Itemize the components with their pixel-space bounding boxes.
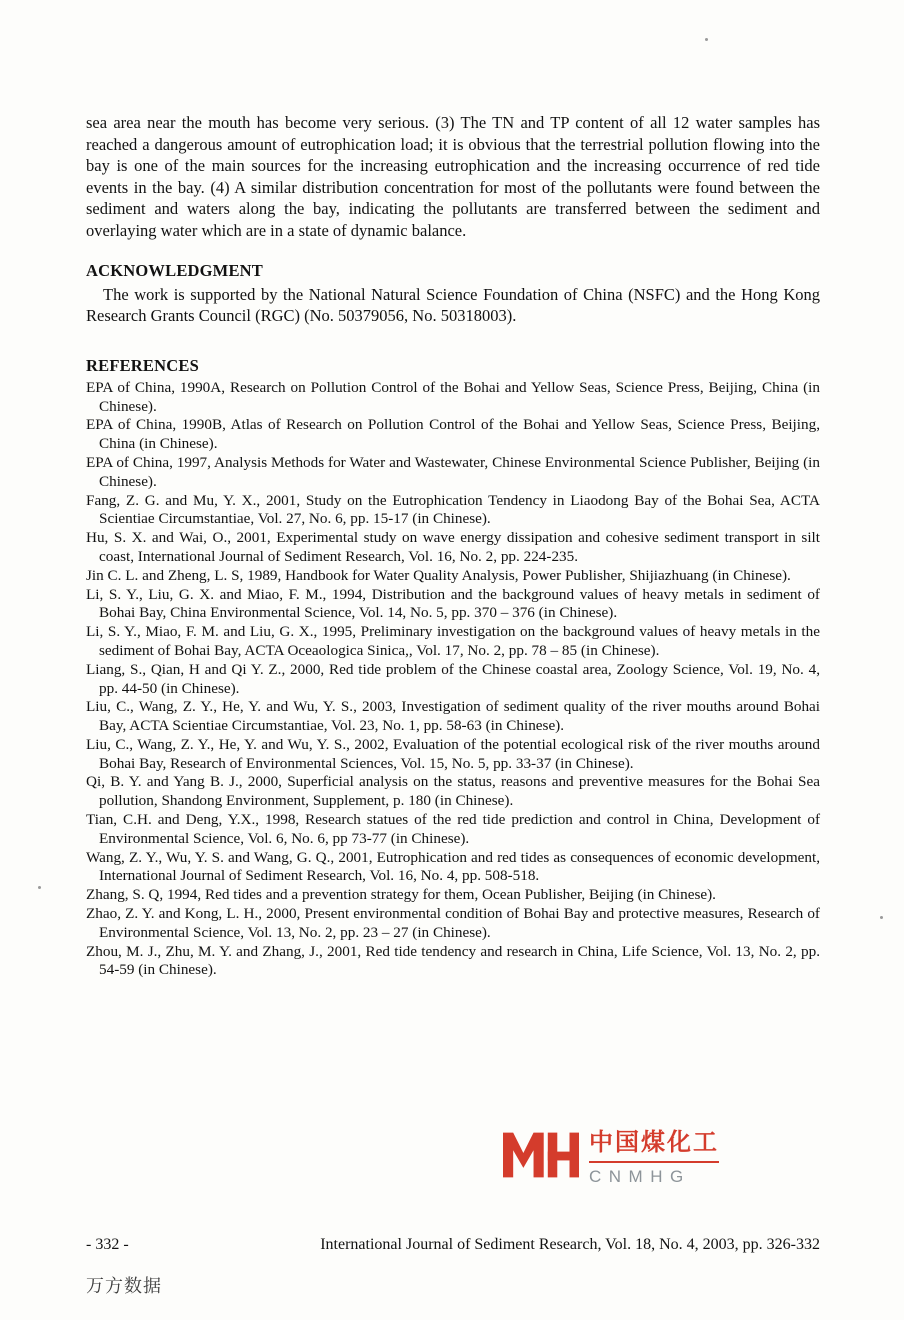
cnmhg-logo-latin-text: CNMHG: [589, 1167, 691, 1186]
reference-item: Zhang, S. Q, 1994, Red tides and a prevention strategy for them, Ocean Publisher, Beijing (in Chinese).: [86, 886, 716, 904]
page-content: [86, 112, 820, 980]
scan-speck: [38, 886, 41, 889]
reference-item: Zhao, Z. Y. and Kong, L. H., 2000, Present environmental condition of Bohai Bay and protective measures, Research of Environmental Science, Vol. 13, No. 2, pp. 23 – 27 (in Chinese).: [86, 905, 820, 941]
reference-item: EPA of China, 1990B, Atlas of Research on Pollution Control of the Bohai and Yellow Seas, Science Press, Beijing, China (in Chinese).: [86, 416, 820, 453]
acknowledgment-heading: ACKNOWLEDGMENT: [86, 260, 263, 280]
acknowledgment-section: [86, 261, 820, 327]
reference-item: Liu, C., Wang, Z. Y., He, Y. and Wu, Y. S., 2003, Investigation of sediment quality of the river mouths around Bohai Bay, ACTA Scientiae Circumstantiae, Vol. 23, No. 1, pp. 58-63 (in Chinese).: [86, 698, 820, 735]
reference-item: EPA of China, 1997, Analysis Methods for Water and Wastewater, Chinese Environmental Science Publisher, Beijing (in Chinese).: [86, 453, 820, 490]
page-number: - 332 -: [86, 1236, 129, 1253]
conclusion-paragraph: sea area near the mouth has become very serious. (3) The TN and TP content of all 12 water samples has reached a dangerous amount of eutrophication load; it is obvious that the terrestrial pollution flowing into the bay is one of the main sources for the increasing eutrophication and the increasing occurrence of red tide events in the bay. (4) A similar distribution concentration for most of the pollutants were found between the sediment and waters along the bay, indicating the pollutants are transferred between the sediment and overlaying water which are in a state of dynamic balance.: [86, 113, 820, 240]
page-footer: [86, 1236, 820, 1254]
reference-item: Fang, Z. G. and Mu, Y. X., 2001, Study on the Eutrophication Tendency in Liaodong Bay of the Bohai Sea, ACTA Scientiae Circumstantiae, Vol. 27, No. 6, pp. 15-17 (in Chinese).: [86, 491, 820, 528]
scan-speck: [880, 916, 883, 919]
reference-item: Qi, B. Y. and Yang B. J., 2000, Superficial analysis on the status, reasons and preventive measures for the Bohai Sea pollution, Shandong Environment, Supplement, p. 180 (in Chinese).: [86, 773, 820, 810]
acknowledgment-text: The work is supported by the National Natural Science Foundation of China (NSFC) and the Hong Kong Research Grants Council (RGC) (No. 50379056, No. 50318003).: [86, 284, 820, 326]
references-heading: REFERENCES: [86, 355, 199, 375]
wanfang-data-watermark: 万方数据: [86, 1276, 162, 1297]
reference-item: Liang, S., Qian, H and Qi Y. Z., 2000, Red tide problem of the Chinese coastal area, Zoology Science, Vol. 19, No. 4, pp. 44-50 (in Chinese).: [86, 660, 820, 697]
reference-item: Li, S. Y., Liu, G. X. and Miao, F. M., 1994, Distribution and the background values of heavy metals in sediment of Bohai Bay, China Environmental Science, Vol. 14, No. 5, pp. 370 – 376 (in Chinese).: [86, 585, 820, 622]
references-section: [86, 356, 820, 981]
journal-citation: International Journal of Sediment Research, Vol. 18, No. 4, 2003, pp. 326-332: [320, 1236, 820, 1253]
reference-item: Wang, Z. Y., Wu, Y. S. and Wang, G. Q., 2001, Eutrophication and red tides as consequences of economic development, International Journal of Sediment Research, Vol. 16, No. 4, pp. 508-518.: [86, 848, 820, 885]
cnmhg-logo-chinese-text: 中国煤化工: [589, 1122, 719, 1163]
scan-speck: [705, 38, 708, 41]
reference-item: Zhou, M. J., Zhu, M. Y. and Zhang, J., 2001, Red tide tendency and research in China, Life Science, Vol. 13, No. 2, pp. 54-59 (in Chinese).: [86, 942, 820, 979]
reference-item: EPA of China, 1990A, Research on Pollution Control of the Bohai and Yellow Seas, Science Press, Beijing, China (in Chinese).: [86, 378, 820, 415]
reference-item: Hu, S. X. and Wai, O., 2001, Experimental study on wave energy dissipation and cohesive sediment transport in silt coast, International Journal of Sediment Research, Vol. 16, No. 2, pp. 224-235.: [86, 529, 820, 565]
reference-item: Liu, C., Wang, Z. Y., He, Y. and Wu, Y. S., 2002, Evaluation of the potential ecological risk of the river mouths around Bohai Bay, Research of Environmental Sciences, Vol. 15, No. 5, pp. 33-37 (in Chinese).: [86, 735, 820, 772]
reference-item: Jin C. L. and Zheng, L. S, 1989, Handbook for Water Quality Analysis, Power Publisher, Shijiazhuang (in Chinese).: [86, 566, 791, 584]
cnmhg-logo-text: [589, 1122, 719, 1187]
cnmhg-logo-mark-icon: [503, 1124, 579, 1186]
references-list: [86, 379, 820, 981]
cnmhg-logo: [503, 1122, 719, 1187]
reference-item: Li, S. Y., Miao, F. M. and Liu, G. X., 1995, Preliminary investigation on the background values of heavy metals in the sediment of Bohai Bay, ACTA Oceaologica Sinica,, Vol. 17, No. 2, pp. 78 – 85 (in Chinese).: [86, 623, 820, 659]
reference-item: Tian, C.H. and Deng, Y.X., 1998, Research statues of the red tide prediction and control in China, Development of Environmental Science, Vol. 6, No. 6, pp 73-77 (in Chinese).: [86, 811, 820, 847]
